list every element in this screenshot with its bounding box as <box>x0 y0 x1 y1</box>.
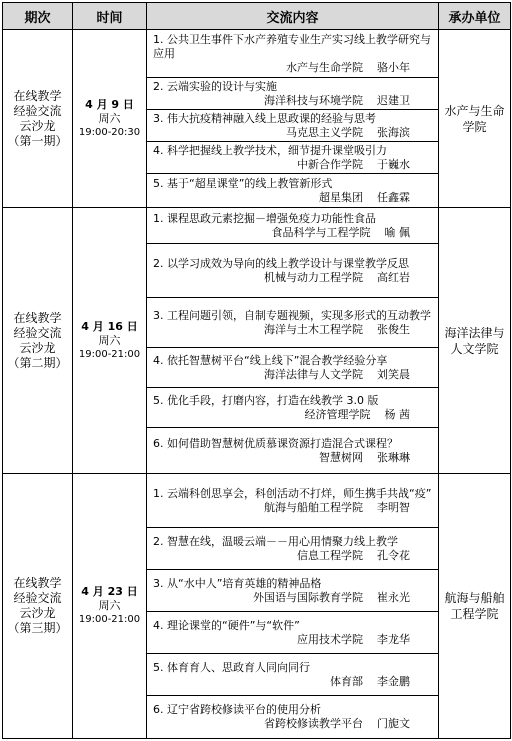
talk-unit: 食品科学与工程学院 <box>271 225 371 239</box>
talk-title: 6. 如何借助智慧树优质慕课资源打造混合式课程？ <box>153 436 398 450</box>
session-time <box>73 474 147 739</box>
talk-speaker: 迟建卫 <box>377 93 410 107</box>
talk-unit: 马克思主义学院 <box>286 125 363 139</box>
talk-unit: 超星集团 <box>319 190 363 204</box>
talk-title: 4. 依托智慧树平台“线上线下”混合教学经验分享 <box>153 353 388 367</box>
talk-item <box>147 78 438 110</box>
talk-unit: 海洋与土木工程学院 <box>264 322 363 336</box>
talk-unit: 省跨校修读教学平台 <box>264 717 363 730</box>
talk-speaker: 门旎文 <box>377 717 410 730</box>
talk-unit: 航海与船舶工程学院 <box>264 500 363 514</box>
talk-title: 3. 伟大抗疫精神融入线上思政课的经验与思考 <box>153 111 376 125</box>
talk-title: 1. 公共卫生事件下水产养殖专业生产实习线上教学研究与应用 <box>153 32 431 60</box>
talk-unit: 体育部 <box>330 674 363 688</box>
session-row <box>3 30 511 208</box>
talk-unit: 海洋法律与人文学院 <box>264 367 363 381</box>
talk-speaker: 高红岩 <box>377 270 410 284</box>
talk-item <box>147 244 438 298</box>
session-hours: 19:00-21:00 <box>78 614 141 625</box>
talk-speaker: 张琳琳 <box>377 450 410 464</box>
session-weekday: 周六 <box>98 599 121 612</box>
talk-item <box>147 528 438 570</box>
session-row <box>3 474 511 739</box>
talk-speaker: 杨 茜 <box>384 407 410 421</box>
header-row <box>3 3 511 30</box>
session-time <box>73 208 147 474</box>
session-date: 4 月 9 日 <box>85 97 134 111</box>
session-host: 航海与船舶工程学院 <box>439 474 511 739</box>
session-host: 水产与生命学院 <box>439 30 511 208</box>
talk-speaker: 张俊生 <box>377 322 410 336</box>
talk-title: 3. 工程问题引领，自制专题视频，实现多形式的互动教学 <box>153 308 431 322</box>
session-hours: 19:00-21:00 <box>78 348 141 360</box>
session-period: 在线教学 经验交流 云沙龙 （第一期） <box>3 30 73 208</box>
talk-unit: 机械与动力工程学院 <box>264 270 363 284</box>
header-time: 时间 <box>73 3 147 30</box>
session-date: 4 月 23 日 <box>81 585 138 598</box>
talk-item <box>147 570 438 612</box>
session-hours: 19:00-20:30 <box>78 126 141 138</box>
talk-item <box>147 388 438 428</box>
talk-unit: 中新合作学院 <box>297 157 363 171</box>
talk-item <box>147 30 438 78</box>
talk-unit: 海洋科技与环境学院 <box>264 93 363 107</box>
salon-schedule-table <box>2 2 511 739</box>
talk-speaker: 孔令花 <box>377 548 410 562</box>
talk-item <box>147 208 438 244</box>
talk-speaker: 刘笑晨 <box>377 367 410 381</box>
talk-speaker: 任鑫霖 <box>377 190 410 204</box>
header-period: 期次 <box>3 3 73 30</box>
talk-unit: 应用技术学院 <box>297 632 363 646</box>
session-time <box>73 30 147 208</box>
talk-speaker: 崔永光 <box>377 590 410 604</box>
talk-item <box>147 612 438 654</box>
session-weekday: 周六 <box>98 333 121 347</box>
talk-speaker: 李明智 <box>377 500 410 514</box>
session-content <box>147 30 439 208</box>
talk-speaker: 于巍水 <box>377 157 410 171</box>
session-row <box>3 208 511 474</box>
talk-unit: 水产与生命学院 <box>286 60 363 74</box>
talk-title: 2. 云端实验的设计与实施 <box>153 79 277 93</box>
talk-speaker: 李金鹏 <box>377 674 410 688</box>
talk-title: 4. 科学把握线上教学技术，细节提升课堂吸引力 <box>153 143 387 157</box>
talk-item <box>147 348 438 388</box>
talk-title: 5. 优化手段，打磨内容，打造在线教学 3.0 版 <box>153 393 379 407</box>
talk-item <box>147 298 438 348</box>
talk-title: 6. 辽宁省跨校修读平台的使用分析 <box>153 703 321 716</box>
talk-item <box>147 110 438 142</box>
talk-item <box>147 696 438 738</box>
talk-speaker: 骆小年 <box>377 60 410 74</box>
talk-title: 5. 体育育人、思政育人同向同行 <box>153 660 310 674</box>
talk-unit: 智慧树网 <box>319 450 363 464</box>
session-content <box>147 474 439 739</box>
talk-title: 3. 从“水中人”培育英雄的精神品格 <box>153 576 322 590</box>
talk-speaker: 喻 佩 <box>384 225 410 239</box>
session-period: 在线教学 经验交流 云沙龙 （第三期） <box>3 474 73 739</box>
talk-item <box>147 142 438 174</box>
session-period: 在线教学 经验交流 云沙龙 （第二期） <box>3 208 73 474</box>
session-weekday: 周六 <box>98 111 121 125</box>
talk-item <box>147 174 438 207</box>
talk-title: 1. 课程思政元素挖掘－增强免疫力功能性食品 <box>153 211 376 225</box>
talk-title: 5. 基于“超星课堂”的线上教管新形式 <box>153 176 333 190</box>
talk-speaker: 李龙华 <box>377 632 410 646</box>
talk-item <box>147 474 438 528</box>
session-host: 海洋法律与人文学院 <box>439 208 511 474</box>
talk-unit: 经济管理学院 <box>304 407 371 421</box>
session-date: 4 月 16 日 <box>81 319 138 333</box>
header-host: 承办单位 <box>439 3 511 30</box>
talk-title: 2. 以学习成效为导向的线上教学设计与课堂教学反思 <box>153 256 409 270</box>
talk-title: 2. 智慧在线，温暖云端－－用心用情聚力线上教学 <box>153 534 398 548</box>
talk-speaker: 张海滨 <box>377 125 410 139</box>
talk-unit: 信息工程学院 <box>297 548 363 562</box>
talk-title: 1. 云端科创思享会，科创活动不打烊，师生携手共战“疫” <box>153 486 432 500</box>
session-content <box>147 208 439 474</box>
header-content: 交流内容 <box>147 3 439 30</box>
talk-item <box>147 428 438 473</box>
talk-unit: 外国语与国际教育学院 <box>253 590 363 604</box>
talk-title: 4. 理论课堂的“硬件”与“软件” <box>153 618 300 632</box>
talk-item <box>147 654 438 696</box>
